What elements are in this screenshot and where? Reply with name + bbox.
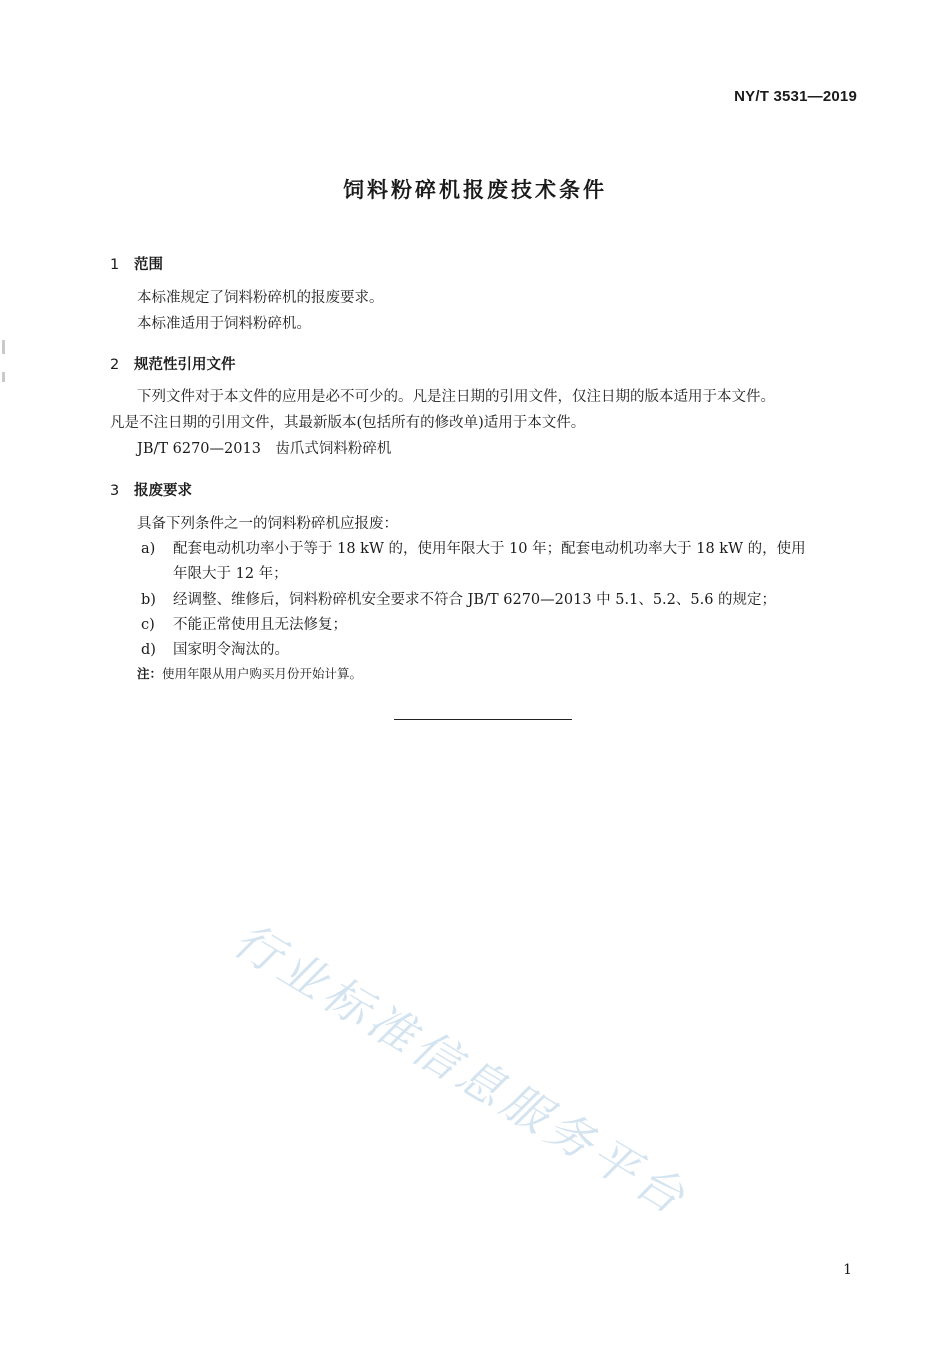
references-paragraph: 下列文件对于本文件的应用是必不可少的。凡是注日期的引用文件，仅注日期的版本适用于本文件。 xyxy=(137,389,775,405)
requirement-item-a xyxy=(141,536,806,562)
scan-edge-mark xyxy=(2,372,5,382)
section-title: 报废要求 xyxy=(134,483,192,499)
section-title: 范围 xyxy=(134,257,163,273)
section-heading-scrap-requirements xyxy=(110,479,192,500)
requirement-item-d xyxy=(141,637,289,663)
item-marker: c) xyxy=(141,617,155,633)
section-number: 2 xyxy=(110,357,120,373)
section-heading-scope xyxy=(110,253,163,274)
requirements-intro: 具备下列条件之一的饲料粉碎机应报废： xyxy=(137,516,398,532)
item-marker: a) xyxy=(141,541,156,557)
scope-paragraph: 本标准规定了饲料粉碎机的报废要求。 xyxy=(137,290,384,306)
note xyxy=(137,664,362,684)
standard-code: NY/T 3531—2019 xyxy=(734,88,857,105)
end-of-document-rule xyxy=(394,719,572,720)
item-text: 不能正常使用且无法修复； xyxy=(173,617,347,633)
item-text: 国家明令淘汰的。 xyxy=(173,642,289,658)
section-number: 1 xyxy=(110,257,120,273)
item-marker: b) xyxy=(141,592,156,608)
scan-edge-mark xyxy=(2,340,5,354)
section-heading-normative-references xyxy=(110,353,236,374)
scope-paragraph: 本标准适用于饲料粉碎机。 xyxy=(137,316,311,332)
requirement-item-a-continuation: 年限大于 12 年； xyxy=(173,566,288,582)
requirement-item-c xyxy=(141,612,347,638)
page-number: 1 xyxy=(843,1262,852,1278)
references-paragraph: 凡是不注日期的引用文件，其最新版本(包括所有的修改单)适用于本文件。 xyxy=(110,415,586,431)
item-text: 配套电动机功率小于等于 18 kW 的，使用年限大于 10 年；配套电动机功率大于 18 kW 的，使用 xyxy=(173,541,806,557)
referenced-standard: JB/T 6270—2013 齿爪式饲料粉碎机 xyxy=(137,441,392,457)
requirement-item-b xyxy=(141,587,776,613)
note-label: 注： xyxy=(137,666,163,681)
note-text: 使用年限从用户购买月份开始计算。 xyxy=(162,666,363,681)
item-text: 经调整、维修后，饲料粉碎机安全要求不符合 JB/T 6270—2013 中 5.1、5.2、5.6 的规定； xyxy=(173,592,777,608)
section-title: 规范性引用文件 xyxy=(134,357,236,373)
section-number: 3 xyxy=(110,483,120,499)
watermark: 行业标准信息服务平台 xyxy=(224,912,699,1227)
item-marker: d) xyxy=(141,642,156,658)
document-title: 饲料粉碎机报废技术条件 xyxy=(343,178,607,202)
